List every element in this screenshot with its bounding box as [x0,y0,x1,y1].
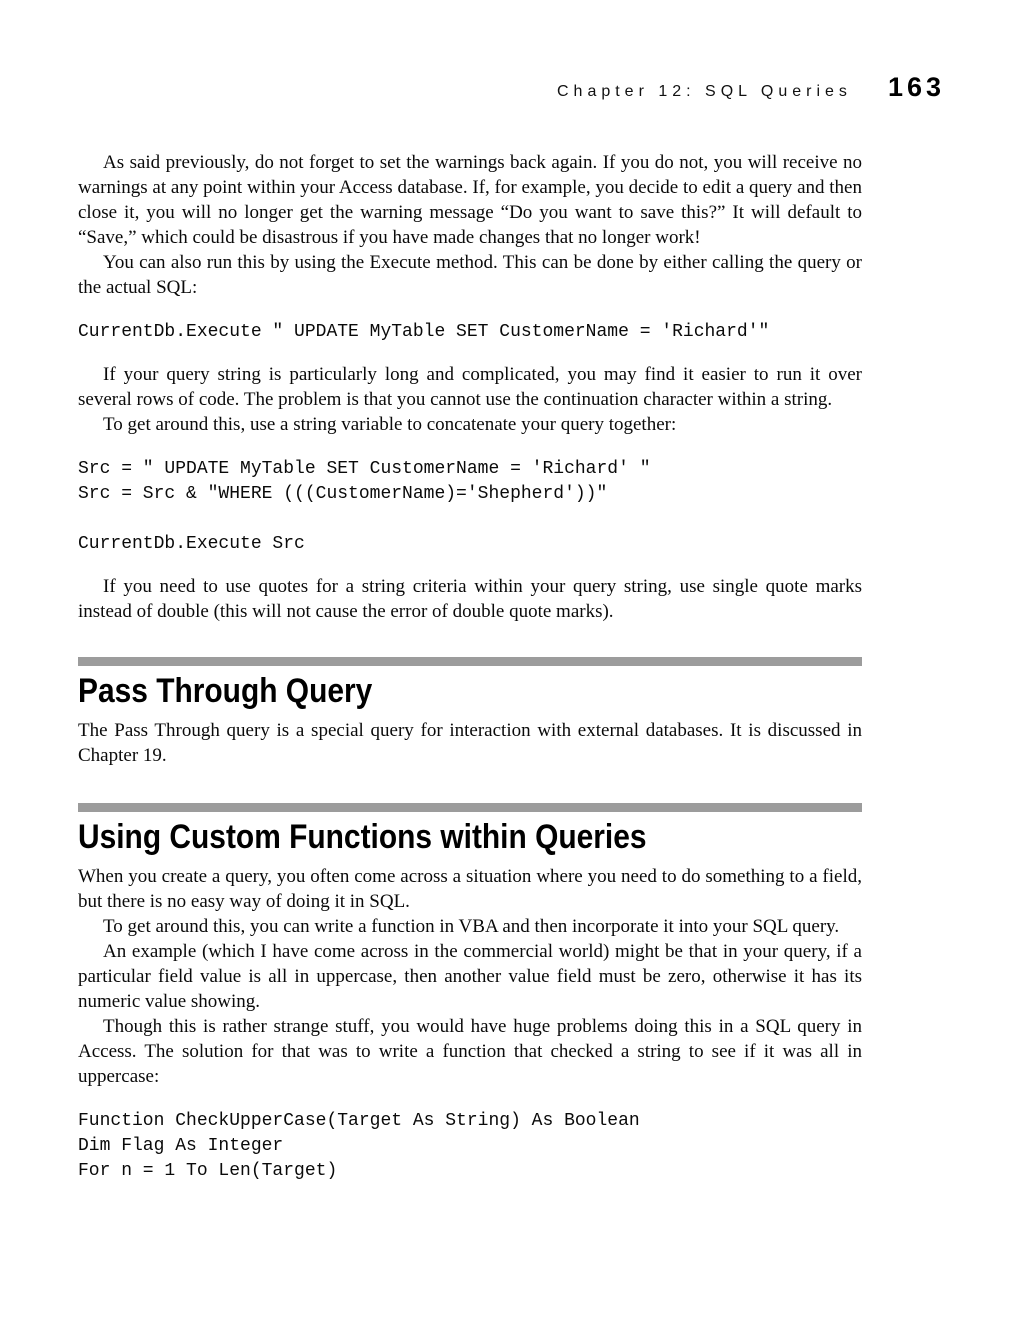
paragraph-warnings: As said previously, do not forget to set the warnings back again. If you do not, you will receive no warnings at any point within your Access database. If, for example, you decide to edit a query and then close it, you will no longer get the warning message “Do you want to save this?” It will default to “Save,” which could be disastrous if you have made changes that no longer work! [78,152,862,248]
running-title: Chapter 12: SQL Queries [556,83,852,100]
code-line: Src = Src & "WHERE (((CustomerName)='Shepherd'))" [78,484,608,504]
paragraph-strange-stuff: Though this is rather strange stuff, you would have huge problems doing this in a SQL query in Access. The solution for that was to write a function that checked a string to see if it was all in uppercase: [78,1016,862,1087]
page-content [78,150,862,1201]
code-block-checkuppercase [78,1109,862,1184]
code-block-execute [78,320,862,345]
section-custom-functions [78,803,862,1184]
paragraph-concatenate: To get around this, use a string variable to concatenate your query together: [103,414,677,435]
section-heading-custom-functions: Using Custom Functions within Queries [78,818,647,856]
paragraph-long-query: If your query string is particularly long and complicated, you may find it easier to run it over several rows of code. The problem is that you cannot use the continuation character within a string. [78,364,862,410]
paragraph-execute-method: You can also run this by using the Execute method. This can be done by either calling the query or the actual SQL: [78,252,862,298]
paragraph-create-query: When you create a query, you often come across a situation where you need to do something to a field, but there is no easy way of doing it in SQL. [78,866,862,912]
paragraph-pass-through: The Pass Through query is a special query for interaction with external databases. It is discussed in Chapter 19. [78,720,862,766]
section-pass-through [78,657,862,768]
code-line: Dim Flag As Integer [78,1136,284,1156]
page-number: 163 [887,72,945,102]
code-line: Src = " UPDATE MyTable SET CustomerName = 'Richard' " [78,459,651,479]
code-line: CurrentDb.Execute Src [78,534,305,554]
code-line: CurrentDb.Execute " UPDATE MyTable SET CustomerName = 'Richard'" [78,322,770,342]
paragraph-vba-function: To get around this, you can write a function in VBA and then incorporate it into your SQL query. [103,916,840,937]
code-line: Function CheckUpperCase(Target As String) As Boolean [78,1111,640,1131]
code-line: For n = 1 To Len(Target) [78,1161,338,1181]
section-divider [78,657,862,666]
section-heading-pass-through: Pass Through Query [78,672,373,710]
paragraph-uppercase-example: An example (which I have come across in the commercial world) might be that in your query, if a particular field value is all in uppercase, then another value field must be zero, otherwise it has its numeric value showing. [78,941,862,1012]
section-divider [78,803,862,812]
page-header [0,72,945,103]
code-block-src-concat [78,457,862,557]
paragraph-single-quotes: If you need to use quotes for a string criteria within your query string, use single quote marks instead of double (this will not cause the error of double quote marks). [78,576,862,622]
